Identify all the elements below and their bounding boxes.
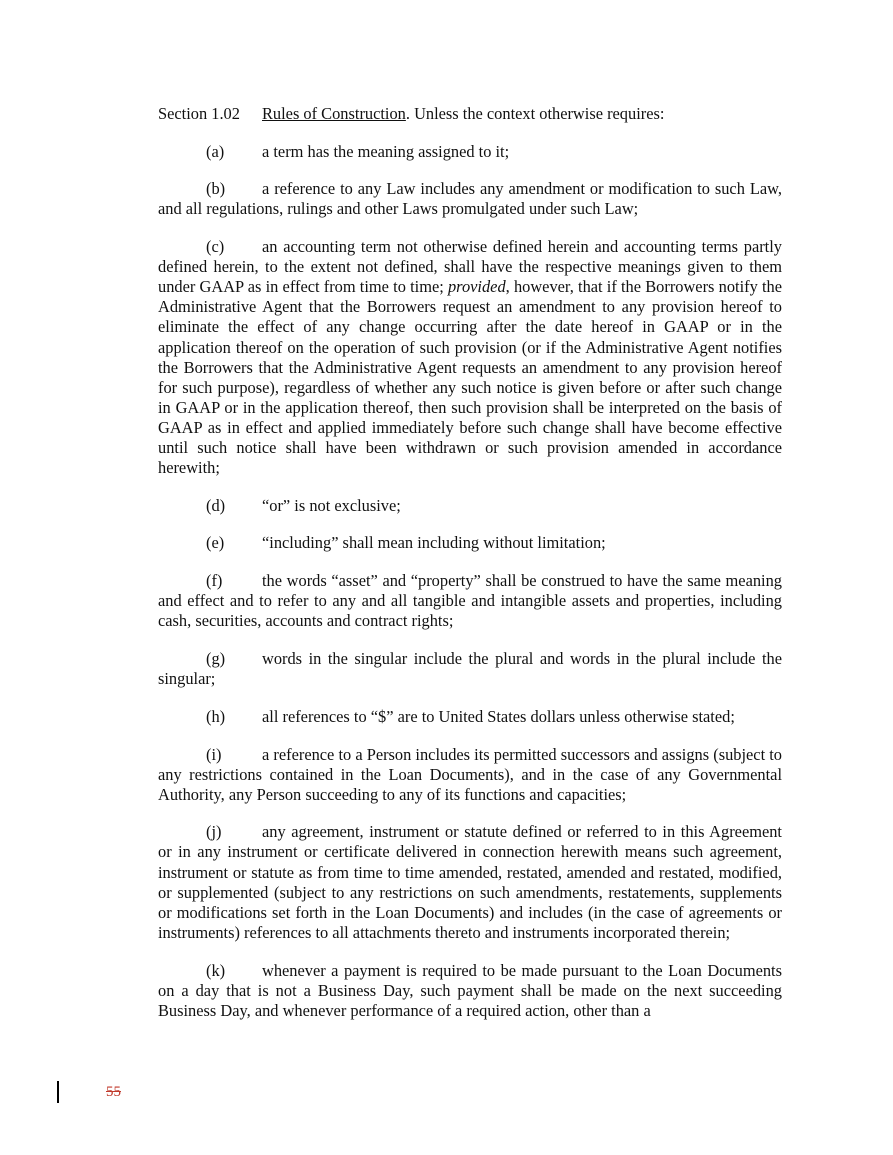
clause-b <box>158 179 782 219</box>
clause-c <box>158 237 782 478</box>
clause-label: (i) <box>206 744 222 764</box>
clause-label: (e) <box>206 533 225 553</box>
clause-text: words in the singular include the plural and words in the plural include the singular; <box>158 649 782 689</box>
clause-text: all references to “$” are to United States dollars unless otherwise stated; <box>262 706 735 726</box>
clause-text: any agreement, instrument or statute defined or referred to in this Agreement or in any instrument or certificate delivered in connection herewith means such agreement, instrument or statute as from time to time amended, restated, amended and restated, modified, or supplemented (subject to any restrictions on such amendments, restatements, supplements or modifications set forth in the Loan Documents) and includes (in the case of agreements or instruments) references to all attachments thereto and instruments incorporated therein; <box>158 822 782 942</box>
section-intro: . Unless the context otherwise requires: <box>405 104 665 123</box>
clause-label: (k) <box>206 960 226 980</box>
section-title: Rules of Construction <box>262 104 406 123</box>
clause-a <box>158 142 782 162</box>
document-page <box>158 104 782 1038</box>
page-number: 55 <box>106 1084 121 1100</box>
clause-d <box>158 496 782 516</box>
revision-change-bar <box>57 1081 59 1103</box>
clause-f <box>158 571 782 631</box>
clause-label: (a) <box>206 141 225 161</box>
section-number: Section 1.02 <box>158 104 240 123</box>
clause-text: “or” is not exclusive; <box>262 495 401 515</box>
clause-text: “including” shall mean including without limitation; <box>262 533 606 553</box>
clause-text: a reference to a Person includes its permitted successors and assigns (subject to any restrictions contained in the Loan Documents), and in the case of any Governmental Authority, any Person succeeding to any of its functions and capacities; <box>158 744 782 804</box>
clause-text-italic: provided <box>447 277 506 297</box>
clause-label: (f) <box>206 571 223 591</box>
clause-j <box>158 822 782 943</box>
clause-label: (h) <box>206 706 226 726</box>
clause-label: (d) <box>206 495 226 515</box>
clause-label: (g) <box>206 649 226 669</box>
clause-text: a term has the meaning assigned to it; <box>262 141 510 161</box>
clause-label: (b) <box>206 179 226 199</box>
clause-text: whenever a payment is required to be made pursuant to the Loan Documents on a day that is not a Business Day, such payment shall be made on the next succeeding Business Day, and whenever performance of a required action, other than a <box>158 960 782 1020</box>
clause-text: an accounting term not otherwise defined herein and accounting terms partly defined herein, to the extent not defined, shall have the respective meanings given to them under GAAP as in effect from time to time; <box>158 237 782 297</box>
clause-label: (j) <box>206 822 222 842</box>
clause-h <box>158 707 782 727</box>
clause-i <box>158 745 782 805</box>
clause-e <box>158 533 782 553</box>
clause-text: the words “asset” and “property” shall be construed to have the same meaning and effect and to refer to any and all tangible and intangible assets and properties, including cash, securities, accounts and contract rights; <box>158 571 782 631</box>
clause-text-continued: , however, that if the Borrowers notify the Administrative Agent that the Borrowers request an amendment to any provision hereof to eliminate the effect of any change occurring after the date hereof in GAAP or in the application thereof on the operation of such provision (or if the Administrative Agent notifies the Borrowers that the Administrative Agent requests an amendment to any provision hereof for such purpose), regardless of whether any such notice is given before or after such change in GAAP or in the application thereof, then such provision shall be interpreted on the basis of GAAP as in effect and applied immediately before such change shall have become effective until such notice shall have been withdrawn or such provision amended in accordance herewith; <box>158 277 782 478</box>
clause-k <box>158 961 782 1021</box>
clause-g <box>158 649 782 689</box>
section-heading <box>158 104 782 124</box>
clause-text: a reference to any Law includes any amendment or modification to such Law, and all regulations, rulings and other Laws promulgated under such Law; <box>158 179 782 219</box>
clause-label: (c) <box>206 237 225 257</box>
